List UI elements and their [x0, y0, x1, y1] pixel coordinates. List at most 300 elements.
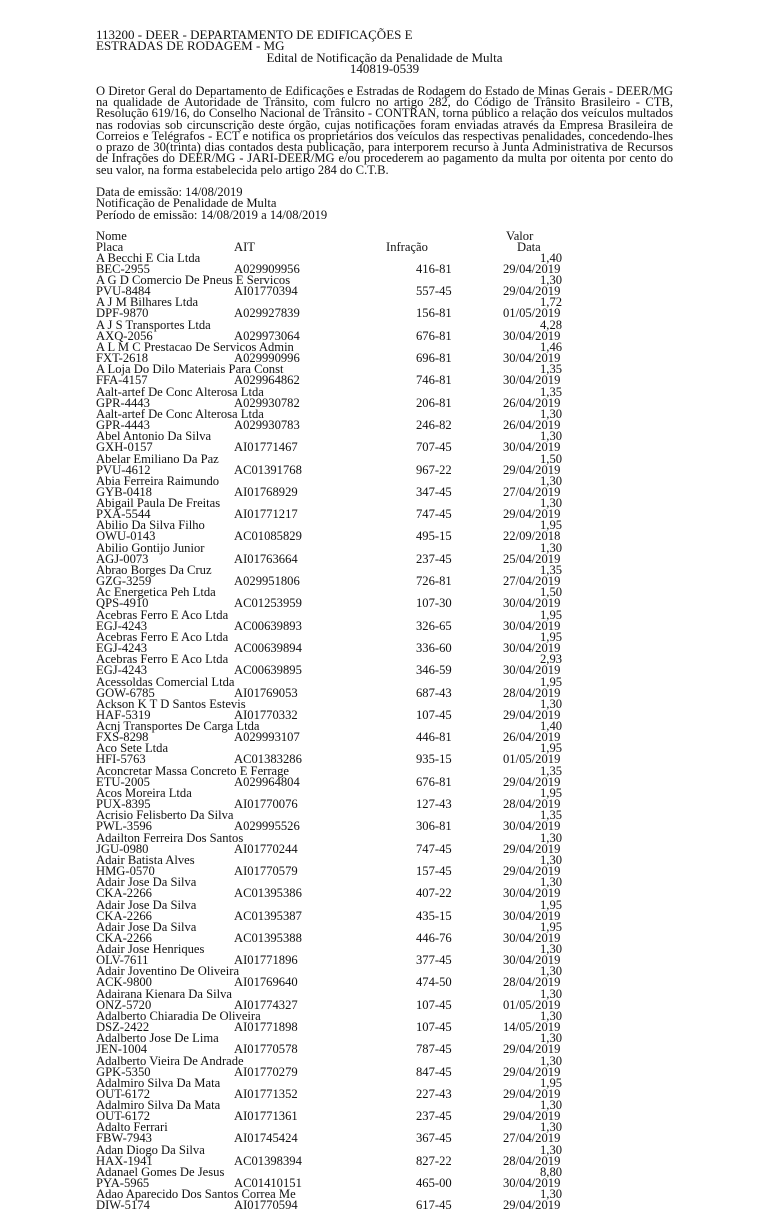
record-date: 29/04/2019: [503, 1198, 561, 1212]
record-ait: A029990996: [234, 351, 300, 366]
record-infraction: 407-22: [416, 886, 452, 901]
record-value: 1,95: [540, 629, 563, 644]
record-infraction: 107-30: [416, 596, 452, 611]
record-infraction: 446-81: [416, 730, 452, 745]
record-ait: AC01395387: [234, 908, 302, 923]
record-name: Acebras Ferro E Aco Ltda: [96, 607, 229, 622]
record-infraction: 935-15: [416, 752, 452, 767]
record-infraction: 747-45: [416, 841, 452, 856]
record-ait: AI01770579: [234, 863, 298, 878]
record-infraction: 127-43: [416, 797, 452, 812]
record-infraction: 617-45: [416, 1198, 452, 1212]
record-value: 1,35: [540, 362, 563, 377]
list-item: [96, 1167, 673, 1189]
record-infraction: 347-45: [416, 484, 452, 499]
list-item: [96, 966, 673, 988]
emission-meta: [96, 187, 673, 221]
record-name: Adalberto Vieira De Andrade: [96, 1053, 244, 1068]
record-plate: EGJ-4243: [96, 618, 148, 633]
record-date: 28/04/2019: [503, 685, 561, 700]
record-ait: A029973064: [234, 328, 300, 343]
record-plate: GPK-5350: [96, 1064, 151, 1079]
record-ait: AI01771217: [234, 507, 298, 522]
record-infraction: 326-65: [416, 618, 452, 633]
record-infraction: 346-59: [416, 663, 452, 678]
record-plate: FXS-8298: [96, 730, 149, 745]
header-department-cont: ESTRADAS DE RODAGEM - MG: [96, 38, 285, 54]
list-item: [96, 654, 673, 676]
record-date: 29/04/2019: [503, 1042, 561, 1057]
record-name: Adair Jose Da Silva: [96, 919, 197, 934]
record-value: 1,35: [540, 763, 563, 778]
list-item: [96, 364, 673, 386]
record-name: Acnj Transportes De Carga Ltda: [96, 719, 260, 734]
record-ait: AC01410151: [234, 1176, 302, 1191]
record-value: 1,30: [540, 273, 563, 288]
record-value: 1,95: [540, 607, 563, 622]
record-ait: AI01770578: [234, 1042, 298, 1057]
record-ait: A029951806: [234, 574, 300, 589]
record-ait: A029927839: [234, 306, 300, 321]
list-item: [96, 674, 673, 700]
record-plate: GPR-4443: [96, 417, 150, 432]
record-plate: JEN-1004: [96, 1042, 148, 1057]
record-plate: DIW-5174: [96, 1198, 150, 1212]
list-item: [96, 565, 673, 587]
record-infraction: 237-45: [416, 1109, 452, 1124]
col-placa: Placa: [96, 239, 124, 254]
record-ait: AC01398394: [234, 1153, 302, 1168]
record-date: 28/04/2019: [503, 975, 561, 990]
record-value: 1,30: [540, 1098, 563, 1113]
list-item: [96, 520, 673, 542]
record-date: 30/04/2019: [503, 1176, 561, 1191]
record-ait: A029930783: [234, 417, 300, 432]
record-plate: FFA-4157: [96, 373, 148, 388]
record-ait: AI01770394: [234, 284, 298, 299]
col-nome: Nome: [96, 228, 127, 243]
record-infraction: 676-81: [416, 328, 452, 343]
record-name: Adalto Ferrari: [96, 1120, 168, 1135]
record-plate: HAF-5319: [96, 707, 151, 722]
record-infraction: 107-45: [416, 997, 452, 1012]
record-infraction: 557-45: [416, 284, 452, 299]
record-date: 01/05/2019: [503, 997, 561, 1012]
record-date: 30/04/2019: [503, 373, 561, 388]
record-infraction: 676-81: [416, 774, 452, 789]
record-value: 4,28: [540, 317, 563, 332]
list-item: [96, 275, 673, 297]
record-ait: AC01253959: [234, 596, 302, 611]
record-date: 29/04/2019: [503, 841, 561, 856]
record-infraction: 967-22: [416, 462, 452, 477]
record-name: Acos Moreira Ltda: [96, 786, 192, 801]
record-date: 27/04/2019: [503, 1131, 561, 1146]
record-date: 30/04/2019: [503, 618, 561, 633]
record-infraction: 726-81: [416, 574, 452, 589]
record-date: 29/04/2019: [503, 863, 561, 878]
record-value: 1,30: [540, 406, 563, 421]
record-plate: AGJ-0073: [96, 551, 149, 566]
record-value: 1,30: [540, 1053, 563, 1068]
record-plate: BEC-2955: [96, 261, 150, 276]
record-ait: A029964804: [234, 774, 300, 789]
record-name: A J M Bilhares Ltda: [96, 295, 199, 310]
record-infraction: 336-60: [416, 640, 452, 655]
record-plate: JGU-0980: [96, 841, 149, 856]
record-plate: QPS-4910: [96, 596, 149, 611]
record-value: 1,35: [540, 384, 563, 399]
record-ait: AI01769640: [234, 975, 298, 990]
record-date: 30/04/2019: [503, 953, 561, 968]
record-plate: ONZ-5720: [96, 997, 152, 1012]
record-plate: ACK-9800: [96, 975, 152, 990]
record-ait: AC01395386: [234, 886, 302, 901]
record-infraction: 306-81: [416, 819, 452, 834]
record-date: 26/04/2019: [503, 730, 561, 745]
list-item: [96, 1100, 673, 1122]
record-name: Adalberto Jose De Lima: [96, 1031, 219, 1046]
record-plate: HMG-0570: [96, 863, 155, 878]
record-ait: A029964862: [234, 373, 300, 388]
record-infraction: 367-45: [416, 1131, 452, 1146]
list-item: [96, 721, 673, 743]
record-date: 25/04/2019: [503, 551, 561, 566]
list-item: [96, 944, 673, 966]
record-name: Abigail Paula De Freitas: [96, 496, 221, 511]
record-name: Adalmiro Silva Da Mata: [96, 1098, 221, 1113]
list-item: [96, 810, 673, 832]
record-plate: EGJ-4243: [96, 663, 148, 678]
list-item: [96, 852, 673, 878]
record-ait: AC00639893: [234, 618, 302, 633]
list-item: [96, 763, 673, 789]
record-value: 1,30: [540, 830, 563, 845]
record-ait: AC01391768: [234, 462, 302, 477]
record-infraction: 495-15: [416, 529, 452, 544]
record-date: 29/04/2019: [503, 707, 561, 722]
record-name: Adair Jose Da Silva: [96, 875, 197, 890]
record-value: 1,30: [540, 696, 563, 711]
record-infraction: 237-45: [416, 551, 452, 566]
record-ait: AI01771467: [234, 440, 298, 455]
record-name: Aco Sete Ltda: [96, 741, 169, 756]
record-date: 30/04/2019: [503, 640, 561, 655]
record-plate: OUT-6172: [96, 1109, 151, 1124]
record-infraction: 827-22: [416, 1153, 452, 1168]
list-item: [96, 607, 673, 633]
record-name: Acebras Ferro E Aco Ltda: [96, 652, 229, 667]
list-item: [96, 317, 673, 343]
record-ait: AI01770594: [234, 1198, 298, 1212]
list-item: [96, 1008, 673, 1034]
record-name: Abilio Da Silva Filho: [96, 518, 205, 533]
record-date: 30/04/2019: [503, 440, 561, 455]
record-name: Abel Antonio Da Silva: [96, 429, 212, 444]
record-ait: AI01771898: [234, 1019, 298, 1034]
record-value: 1,30: [540, 429, 563, 444]
record-ait: A029993107: [234, 730, 300, 745]
record-name: Aalt-artef De Conc Alterosa Ltda: [96, 384, 264, 399]
record-value: 1,30: [540, 964, 563, 979]
record-name: Abia Ferreira Raimundo: [96, 473, 220, 488]
record-name: Acrisio Felisberto Da Silva: [96, 808, 234, 823]
record-name: Ac Energetica Peh Ltda: [96, 585, 216, 600]
record-ait: AI01745424: [234, 1131, 298, 1146]
record-plate: CKA-2266: [96, 930, 152, 945]
list-item: [96, 1142, 673, 1168]
record-name: Abrao Borges Da Cruz: [96, 563, 212, 578]
record-name: Abelar Emiliano Da Paz: [96, 451, 219, 466]
list-item: [96, 297, 673, 319]
list-item: [96, 788, 673, 810]
record-ait: AC01395388: [234, 930, 302, 945]
record-ait: AI01769053: [234, 685, 298, 700]
record-plate: OLV-7611: [96, 953, 149, 968]
record-date: 28/04/2019: [503, 1153, 561, 1168]
record-plate: PXA-5544: [96, 507, 151, 522]
record-name: Adairana Kienara Da Silva: [96, 986, 233, 1001]
record-plate: CKA-2266: [96, 908, 152, 923]
record-name: Adalberto Chiaradia De Oliveira: [96, 1008, 261, 1023]
record-ait: A029909956: [234, 261, 300, 276]
list-item: [96, 1189, 673, 1211]
list-item: [96, 1122, 673, 1144]
list-item: [96, 877, 673, 899]
list-item: [96, 629, 673, 655]
record-infraction: 696-81: [416, 351, 452, 366]
record-date: 28/04/2019: [503, 797, 561, 812]
header-edital-title: Edital de Notificação da Penalidade de Multa: [266, 49, 503, 65]
record-infraction: 746-81: [416, 373, 452, 388]
record-plate: EGJ-4243: [96, 640, 148, 655]
record-date: 26/04/2019: [503, 395, 561, 410]
record-ait: AI01774327: [234, 997, 298, 1012]
record-name: Adan Diogo Da Silva: [96, 1142, 205, 1157]
record-infraction: 465-00: [416, 1176, 452, 1191]
record-date: 22/09/2018: [503, 529, 561, 544]
record-value: 1,30: [540, 496, 563, 511]
list-item: [96, 431, 673, 453]
record-name: A Loja Do Dilo Materiais Para Const: [96, 362, 284, 377]
list-item: [96, 919, 673, 945]
record-plate: DSZ-2422: [96, 1019, 150, 1034]
record-ait: AI01770279: [234, 1064, 298, 1079]
record-date: 29/04/2019: [503, 284, 561, 299]
record-value: 1,40: [540, 719, 563, 734]
record-ait: AI01770244: [234, 841, 298, 856]
col-ait: AIT: [234, 239, 255, 254]
record-name: A Becchi E Cia Ltda: [96, 250, 201, 265]
col-infracao: Infração: [386, 239, 428, 254]
record-infraction: 787-45: [416, 1042, 452, 1057]
record-infraction: 707-45: [416, 440, 452, 455]
record-name: Adair Jose Henriques: [96, 942, 205, 957]
record-ait: AI01768929: [234, 484, 298, 499]
notification-type: Notificação de Penalidade de Multa: [96, 196, 277, 211]
record-value: 1,95: [540, 897, 563, 912]
emission-date: Data de emissão: 14/08/2019: [96, 185, 243, 199]
record-value: 1,95: [540, 741, 563, 756]
record-value: 1,30: [540, 1031, 563, 1046]
list-item: [96, 1033, 673, 1055]
emission-period: Período de emissão: 14/08/2019 a 14/08/2019: [96, 207, 328, 222]
record-value: 1,30: [540, 540, 563, 555]
record-plate: OUT-6172: [96, 1086, 151, 1101]
list-item: [96, 540, 673, 566]
record-name: Adao Aparecido Dos Santos Correa Me: [96, 1187, 296, 1202]
record-plate: DPF-9870: [96, 306, 149, 321]
record-infraction: 227-43: [416, 1086, 452, 1101]
list-item: [96, 743, 673, 765]
list-item: [96, 897, 673, 923]
record-value: 1,30: [540, 942, 563, 957]
record-plate: ETU-2005: [96, 774, 150, 789]
record-value: 2,93: [540, 652, 563, 667]
record-name: Aconcretar Massa Concreto E Ferrage: [96, 763, 290, 778]
record-ait: AI01771896: [234, 953, 298, 968]
record-name: Acebras Ferro E Aco Ltda: [96, 629, 229, 644]
record-date: 30/04/2019: [503, 351, 561, 366]
record-ait: AC00639894: [234, 640, 302, 655]
record-ait: AC01383286: [234, 752, 302, 767]
record-name: Ackson K T D Santos Estevis: [96, 696, 246, 711]
notice-document: [96, 29, 673, 1212]
column-headers: [96, 228, 673, 254]
record-plate: OWU-0143: [96, 529, 156, 544]
record-date: 29/04/2019: [503, 462, 561, 477]
record-date: 30/04/2019: [503, 328, 561, 343]
record-date: 29/04/2019: [503, 1064, 561, 1079]
record-infraction: 416-81: [416, 261, 452, 276]
record-plate: GOW-6785: [96, 685, 155, 700]
record-infraction: 156-81: [416, 306, 452, 321]
record-date: 29/04/2019: [503, 507, 561, 522]
record-name: Adanael Gomes De Jesus: [96, 1165, 225, 1180]
record-plate: GYB-0418: [96, 484, 152, 499]
record-infraction: 435-15: [416, 908, 452, 923]
col-valor: Valor: [506, 228, 534, 243]
list-item: [96, 406, 673, 432]
record-date: 30/04/2019: [503, 930, 561, 945]
record-infraction: 847-45: [416, 1064, 452, 1079]
record-infraction: 206-81: [416, 395, 452, 410]
record-name: Abilio Gontijo Junior: [96, 540, 205, 555]
record-name: Adair Batista Alves: [96, 852, 195, 867]
list-item: [96, 384, 673, 410]
record-name: A J S Transportes Ltda: [96, 317, 211, 332]
list-item: [96, 986, 673, 1012]
record-date: 26/04/2019: [503, 417, 561, 432]
record-date: 27/04/2019: [503, 484, 561, 499]
record-infraction: 446-76: [416, 930, 452, 945]
record-date: 29/04/2019: [503, 1109, 561, 1124]
record-ait: AI01763664: [234, 551, 298, 566]
header-department: 113200 - DEER - DEPARTAMENTO DE EDIFICAÇÕES E: [96, 27, 413, 42]
list-item: [96, 1075, 673, 1101]
record-name: Adalmiro Silva Da Mata: [96, 1075, 221, 1090]
list-item: [96, 830, 673, 856]
record-value: 1,46: [540, 340, 563, 355]
record-value: 1,35: [540, 808, 563, 823]
record-value: 1,95: [540, 518, 563, 533]
record-ait: AC00639895: [234, 663, 302, 678]
record-ait: AI01771361: [234, 1109, 298, 1124]
record-name: A G D Comercio De Pneus E Servicos: [96, 273, 291, 288]
records-list: [96, 250, 673, 1212]
record-infraction: 687-43: [416, 685, 452, 700]
record-date: 01/05/2019: [503, 306, 561, 321]
record-plate: PUX-8395: [96, 797, 151, 812]
record-date: 30/04/2019: [503, 596, 561, 611]
list-item: [96, 473, 673, 499]
record-ait: AI01771352: [234, 1086, 298, 1101]
record-value: 1,50: [540, 451, 563, 466]
record-name: Adair Jose Da Silva: [96, 897, 197, 912]
record-value: 1,95: [540, 919, 563, 934]
record-infraction: 107-45: [416, 707, 452, 722]
record-value: 1,30: [540, 1187, 563, 1202]
record-name: Adailton Ferreira Dos Santos: [96, 830, 244, 845]
record-plate: GZG-3259: [96, 574, 152, 589]
record-plate: PYA-5965: [96, 1176, 150, 1191]
list-item: [96, 250, 673, 276]
record-value: 1,30: [540, 875, 563, 890]
record-value: 1,95: [540, 674, 563, 689]
record-ait: A029995526: [234, 819, 300, 834]
record-plate: GPR-4443: [96, 395, 150, 410]
record-value: 1,30: [540, 1142, 563, 1157]
record-name: Adair Joventino De Oliveira: [96, 964, 240, 979]
record-plate: FBW-7943: [96, 1131, 152, 1146]
list-item: [96, 1053, 673, 1079]
record-value: 1,95: [540, 786, 563, 801]
record-infraction: 747-45: [416, 507, 452, 522]
record-value: 1,35: [540, 563, 563, 578]
list-item: [96, 451, 673, 477]
record-date: 30/04/2019: [503, 819, 561, 834]
record-date: 01/05/2019: [503, 752, 561, 767]
record-value: 1,30: [540, 852, 563, 867]
record-plate: PVU-8484: [96, 284, 151, 299]
record-plate: FXT-2618: [96, 351, 149, 366]
record-value: 1,30: [540, 1008, 563, 1023]
record-value: 1,95: [540, 1075, 563, 1090]
list-item: [96, 342, 673, 364]
record-infraction: 107-45: [416, 1019, 452, 1034]
record-value: 1,30: [540, 986, 563, 1001]
record-value: 1,40: [540, 250, 563, 265]
record-plate: AXQ-2056: [96, 328, 153, 343]
record-name: A L M C Prestacao De Servicos Admin: [96, 340, 294, 355]
list-item: [96, 498, 673, 520]
record-plate: PWL-3596: [96, 819, 152, 834]
record-infraction: 246-82: [416, 417, 452, 432]
record-plate: HAX-1941: [96, 1153, 153, 1168]
record-plate: PVU-4612: [96, 462, 151, 477]
intro-paragraph: O Diretor Geral do Departamento de Edificações e Estradas de Rodagem do Estado de Minas Gerais - DEER/MG na qualidade de Autoridade de Trânsito, com fulcro no artigo 282, do Código de Trânsito Brasileiro - CTB, Resolução 619/16, do Conselho Nacional de Trânsito - CONTRAN, torna público a relação dos veículos multados nas rodovias sob circunscrição deste órgão, cujas notificações foram enviadas através da Empresa Brasileira de Correios e Telégrafos - ECT e notifica os proprietários dos veículos das respectivas penalidades, concedendo-lhes o prazo de 30(trinta) dias contados desta publicação, para interporem recurso à Junta Administrativa de Recursos de Infrações do DEER/MG - JARI-DEER/MG e/ou procederem ao pagamento da multa por oitenta por cento do seu valor, na forma estabelecida pelo artigo 284 do C.T.B.: [96, 83, 673, 177]
notice-header: [96, 29, 673, 75]
record-date: 27/04/2019: [503, 574, 561, 589]
record-ait: AI01770076: [234, 797, 298, 812]
record-value: 1,72: [540, 295, 563, 310]
record-value: 1,50: [540, 585, 563, 600]
record-date: 29/04/2019: [503, 1086, 561, 1101]
col-data: Data: [517, 239, 541, 254]
record-value: 1,30: [540, 1120, 563, 1135]
record-infraction: 377-45: [416, 953, 452, 968]
record-date: 30/04/2019: [503, 663, 561, 678]
